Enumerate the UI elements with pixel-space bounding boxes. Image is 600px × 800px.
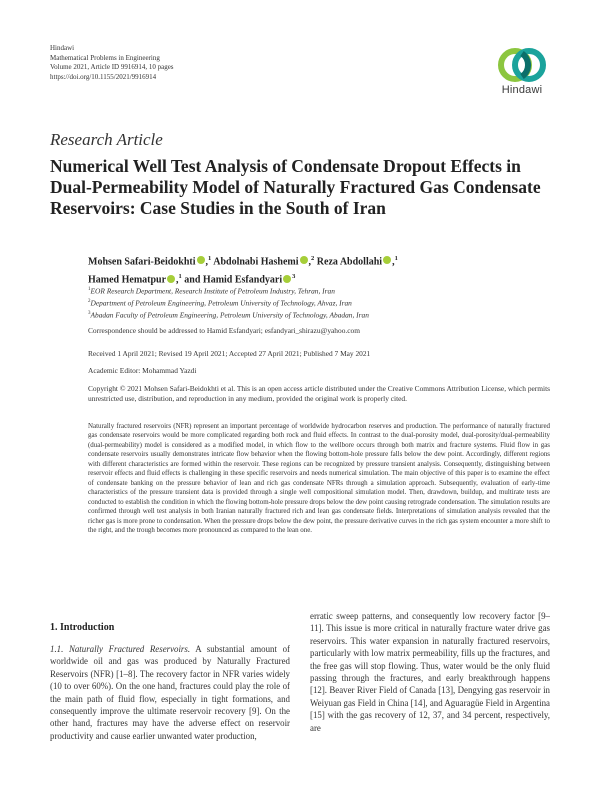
volume-line: Volume 2021, Article ID 9916914, 10 pages: [50, 63, 174, 71]
subsection-heading: 1.1. Naturally Fractured Reservoirs.: [50, 644, 191, 654]
author-name[interactable]: Mohsen Safari-Beidokhti: [88, 256, 196, 268]
abstract: Naturally fractured reservoirs (NFR) represent an important percentage of worldwide hydrocarbon reserves and production. The performance of naturally fractured gas condensate reservoirs would be more complicated regarding both rock and fluid effects. In contrast to the dual-porosity model, dual-porosity/dual-permeability (dual-permeability) model is considered as a modified model, in which flow to the wellbore occurs through both matrix and fracture systems. Fluid flow in gas condensate reservoirs usually demonstrates intricate flow behavior when the flowing bottom-hole pressure falls below the dew point. Accordingly, different regions with different characteristics are formed within the reservoir. These regions can be recognized by pressure transient analysis. Consequently, distinguishing between reservoir effects and fluid effects is challenging in these specific reservoirs and needs numerical simulation. The main objective of this paper is to examine the effect of condensate banking on the pressure behavior of lean and rich gas condensate NFRs through a simulation approach. Subsequently, evaluation of early-time characteristics of the pressure transient data is provided through a single well compositional simulation model. Then, drawdown, buildup, and multirate tests are conducted to establish the condition in which the flowing bottom-hole pressure drops below the dew point causing retrograde condensation. The simulation results are confirmed through well test analysis in both Iranian naturally fractured rich and lean gas condensate fields. Interpretations of simulation analysis revealed that the richer gas is more prone to condensation. When the pressure drops below the dew point, the pressure derivative curves in the rich gas system encounter a more shift to the right, and the trough becomes more pronounced as compared to the lean one.: [88, 422, 550, 535]
author-name[interactable]: Hamed Hematpur: [88, 274, 167, 286]
journal-meta: [50, 44, 174, 82]
orcid-icon[interactable]: [197, 256, 205, 264]
orcid-icon[interactable]: [283, 275, 291, 283]
orcid-icon[interactable]: [300, 256, 308, 264]
author-name[interactable]: Abdolnabi Hashemi: [213, 256, 299, 268]
journal-name: Mathematical Problems in Engineering: [50, 53, 160, 62]
article-title: Numerical Well Test Analysis of Condensate Dropout Effects in Dual-Permeability Model of Naturally Fractured Gas Condensate Reservoirs: Case Studies in the South of Iran: [50, 156, 541, 218]
author-list: Mohsen Safari-Beidokhti ,$^1$ Abdolnabi Hashemi ,$^2$ Reza Abdollahi ,$^1$ Hamed Hematpur ,$^1$ and Hamid Esfandyari $^3$: [88, 255, 398, 286]
author-affiliation-ref: 2: [311, 255, 315, 262]
affiliation-text: Abadan Faculty of Petroleum Engineering, Petroleum University of Technology, Abadan, Iran: [90, 310, 369, 320]
affiliation-item: [88, 285, 548, 297]
copyright-notice: Copyright © 2021 Mohsen Safari-Beidokhti et al. This is an open access article distributed under the Creative Commons Attribution License, which permits unrestricted use, distribution, and reproduction in any medium, provided the original work is properly cited.: [88, 384, 550, 404]
logo-text: Hindawi: [501, 84, 543, 96]
author-name[interactable]: Hamid Esfandyari: [202, 274, 283, 286]
affiliation-item: [88, 297, 548, 309]
author-name[interactable]: Reza Abdollahi: [316, 256, 383, 268]
article-type: Research Article: [50, 130, 163, 149]
publication-dates: Received 1 April 2021; Revised 19 April 2021; Accepted 27 April 2021; Published 7 May 2021: [88, 349, 371, 358]
author-affiliation-ref: 1: [208, 255, 212, 262]
author-affiliation-ref: 3: [292, 273, 296, 281]
doi-link[interactable]: https://doi.org/10.1155/2021/9916914: [50, 72, 157, 81]
orcid-icon[interactable]: [383, 256, 391, 264]
hindawi-logo: [490, 46, 554, 96]
body-text: erratic sweep patterns, and consequently low recovery factor [9–11]. This issue is more critical in naturally fracture water drive gas reservoirs. This water expansion in naturally fractured reservoirs, particularly with low matrix permeability, fills up the fractures, and the free gas will stop flowing. Thus, water would be the only fluid passing through the fractures, and early breakthrough happens [12]. Beaver River Field of Canada [13], Dengying gas reservoir in Weiyuan gas Field in China [14], and Aguaragüe Field in Argentina [15] with the gas recovery of 12, 37, and 34 percent, respectively, are: [310, 611, 550, 733]
affiliation-text: EOR Research Department, Research Institute of Petroleum Industry, Tehran, Iran: [90, 286, 335, 296]
affiliation-item: [88, 309, 548, 321]
affiliation-list: [88, 285, 548, 321]
correspondence-line: Correspondence should be addressed to Hamid Esfandyari; esfandyari_shirazu@yahoo.com: [88, 326, 360, 335]
author-affiliation-ref: 1: [178, 273, 182, 281]
affiliation-number: 3: [88, 310, 91, 316]
affiliation-number: 2: [88, 298, 91, 304]
body-column-left: [50, 643, 290, 742]
section-heading: 1. Introduction: [50, 622, 115, 633]
author-affiliation-ref: 1: [394, 255, 398, 262]
body-column-right: [310, 610, 550, 734]
academic-editor: Academic Editor: Mohammad Yazdi: [88, 366, 197, 375]
publisher-name: Hindawi: [50, 44, 75, 52]
affiliation-number: 1: [88, 287, 91, 292]
hindawi-logo-icon: [495, 46, 549, 84]
affiliation-text: Department of Petroleum Engineering, Petroleum University of Technology, Ahvaz, Iran: [90, 298, 352, 308]
body-text: A substantial amount of worldwide oil and gas was produced by Naturally Fractured Reservoirs (NFR) [1–8]. The recovery factor in NFR varies widely (10 to over 60%). On the one hand, fractures could play the role of the main path of fluid flow, especially in tight formations, and consequently improve the ultimate reservoir recovery [9]. On the other hand, fractures may have the adverse effect on reservoir productivity and cause earlier unwanted water production,: [50, 644, 290, 741]
orcid-icon[interactable]: [167, 275, 175, 283]
